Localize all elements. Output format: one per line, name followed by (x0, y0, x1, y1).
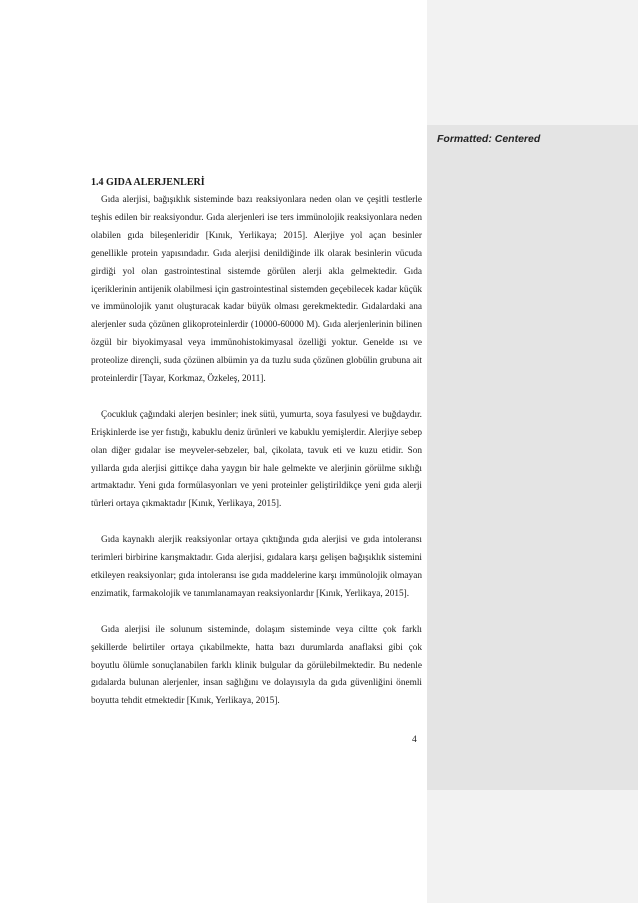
paragraph-spacer (91, 604, 422, 622)
paragraph-3: Gıda kaynaklı alerjik reaksiyonlar ortaya çıktığında gıda alerjisi ve gıda intoleransı terimleri birbirine karışmaktadır. Gıda alerjisi, gıdalara karşı gelişen bağışıklık sistemini etkileyen reaksiyonlar; gıda intoleransı ise gıda maddelerine karşı immünolojik olmayan enzimatik, farmakolojik ve tanımlanamayan reaksiyonlardır [Kınık, Yerlikaya, 2015]. (91, 535, 422, 599)
comment-pane (427, 0, 638, 903)
paragraph-spacer (91, 389, 422, 407)
section-heading: 1.4 GIDA ALERJENLERİ (91, 177, 205, 188)
paragraph-1: Gıda alerjisi, bağışıklık sisteminde bazı reaksiyonlara neden olan ve çeşitli testlerle teşhis edilen bir reaksiyondur. Gıda alerjenleri ise ters immünolojik reaksiyonlara neden olabilen gıda bileşenleridir [Kınık, Yerlikaya; 2015]. Alerjiye yol açan besinler genellikle protein yapısındadır. Gıda alerjisi denildiğinde ilk olarak besinlerin vücuda girdiği yol olan gastrointestinal sistemde görülen alerji akla gelmektedir. Gıda içeriklerinin antijenik olabilmesi için gastrointestinal sistemden geçebilecek kadar küçük ve immünolojik yanıt oluşturacak kadar büyük olması gerekmektedir. Gıdalardaki ana alerjenler suda çözünen glikoproteinlerdir (10000-60000 M). Gıda alerjenlerinin bilinen özgül bir biyokimyasal veya immünohistokimyasal özelliği yoktur. Genelde ısı ve proteolize dirençli, suda çözünen albümin ya da tuzlu suda çözünen globülin grubuna ait proteinlerdir [Tayar, Korkmaz, Özkeleş, 2011]. (91, 195, 422, 385)
paragraph-4: Gıda alerjisi ile solunum sisteminde, dolaşım sisteminde veya ciltte çok farklı şekillerde belirtiler ortaya çıkabilmekte, hatta bazı durumlarda anaflaksi gibi çok boyutlu ölümle sonuçlanabilen farklı klinik bulgular da görülebilmektedir. Bu nedenle gıdalarda bulunan alerjenler, insan sağlığını ve dolayısıyla da gıda güvenliğini önemli boyutta tehdit etmektedir [Kınık, Yerlikaya, 2015]. (91, 624, 422, 707)
paragraph-2: Çocukluk çağındaki alerjen besinler; inek sütü, yumurta, soya fasulyesi ve buğdaydır. Erişkinlerde ise yer fıstığı, kabuklu deniz ürünleri ve kabuklu yemişlerdir. Alerjiye sebep olan diğer gıdalar ise meyveler-sebzeler, bal, çikolata, tavuk eti ve kuzu etidir. Son yıllarda gıda alerjisi gittikçe daha yaygın bir hale gelmekte ve alerjinin görülme sıklığı artmaktadır. Yeni gıda formülasyonları ve yeni proteinler geliştirildikçe yeni gıda alerji türleri ortaya çıkmaktadır [Kınık, Yerlikaya, 2015]. (91, 409, 422, 510)
document-body (91, 175, 422, 711)
formatting-comment-label: Formatted: Centered (437, 133, 541, 145)
page-number: 4 (412, 735, 417, 745)
paragraph-spacer (91, 514, 422, 532)
formatting-comment[interactable] (427, 125, 638, 790)
